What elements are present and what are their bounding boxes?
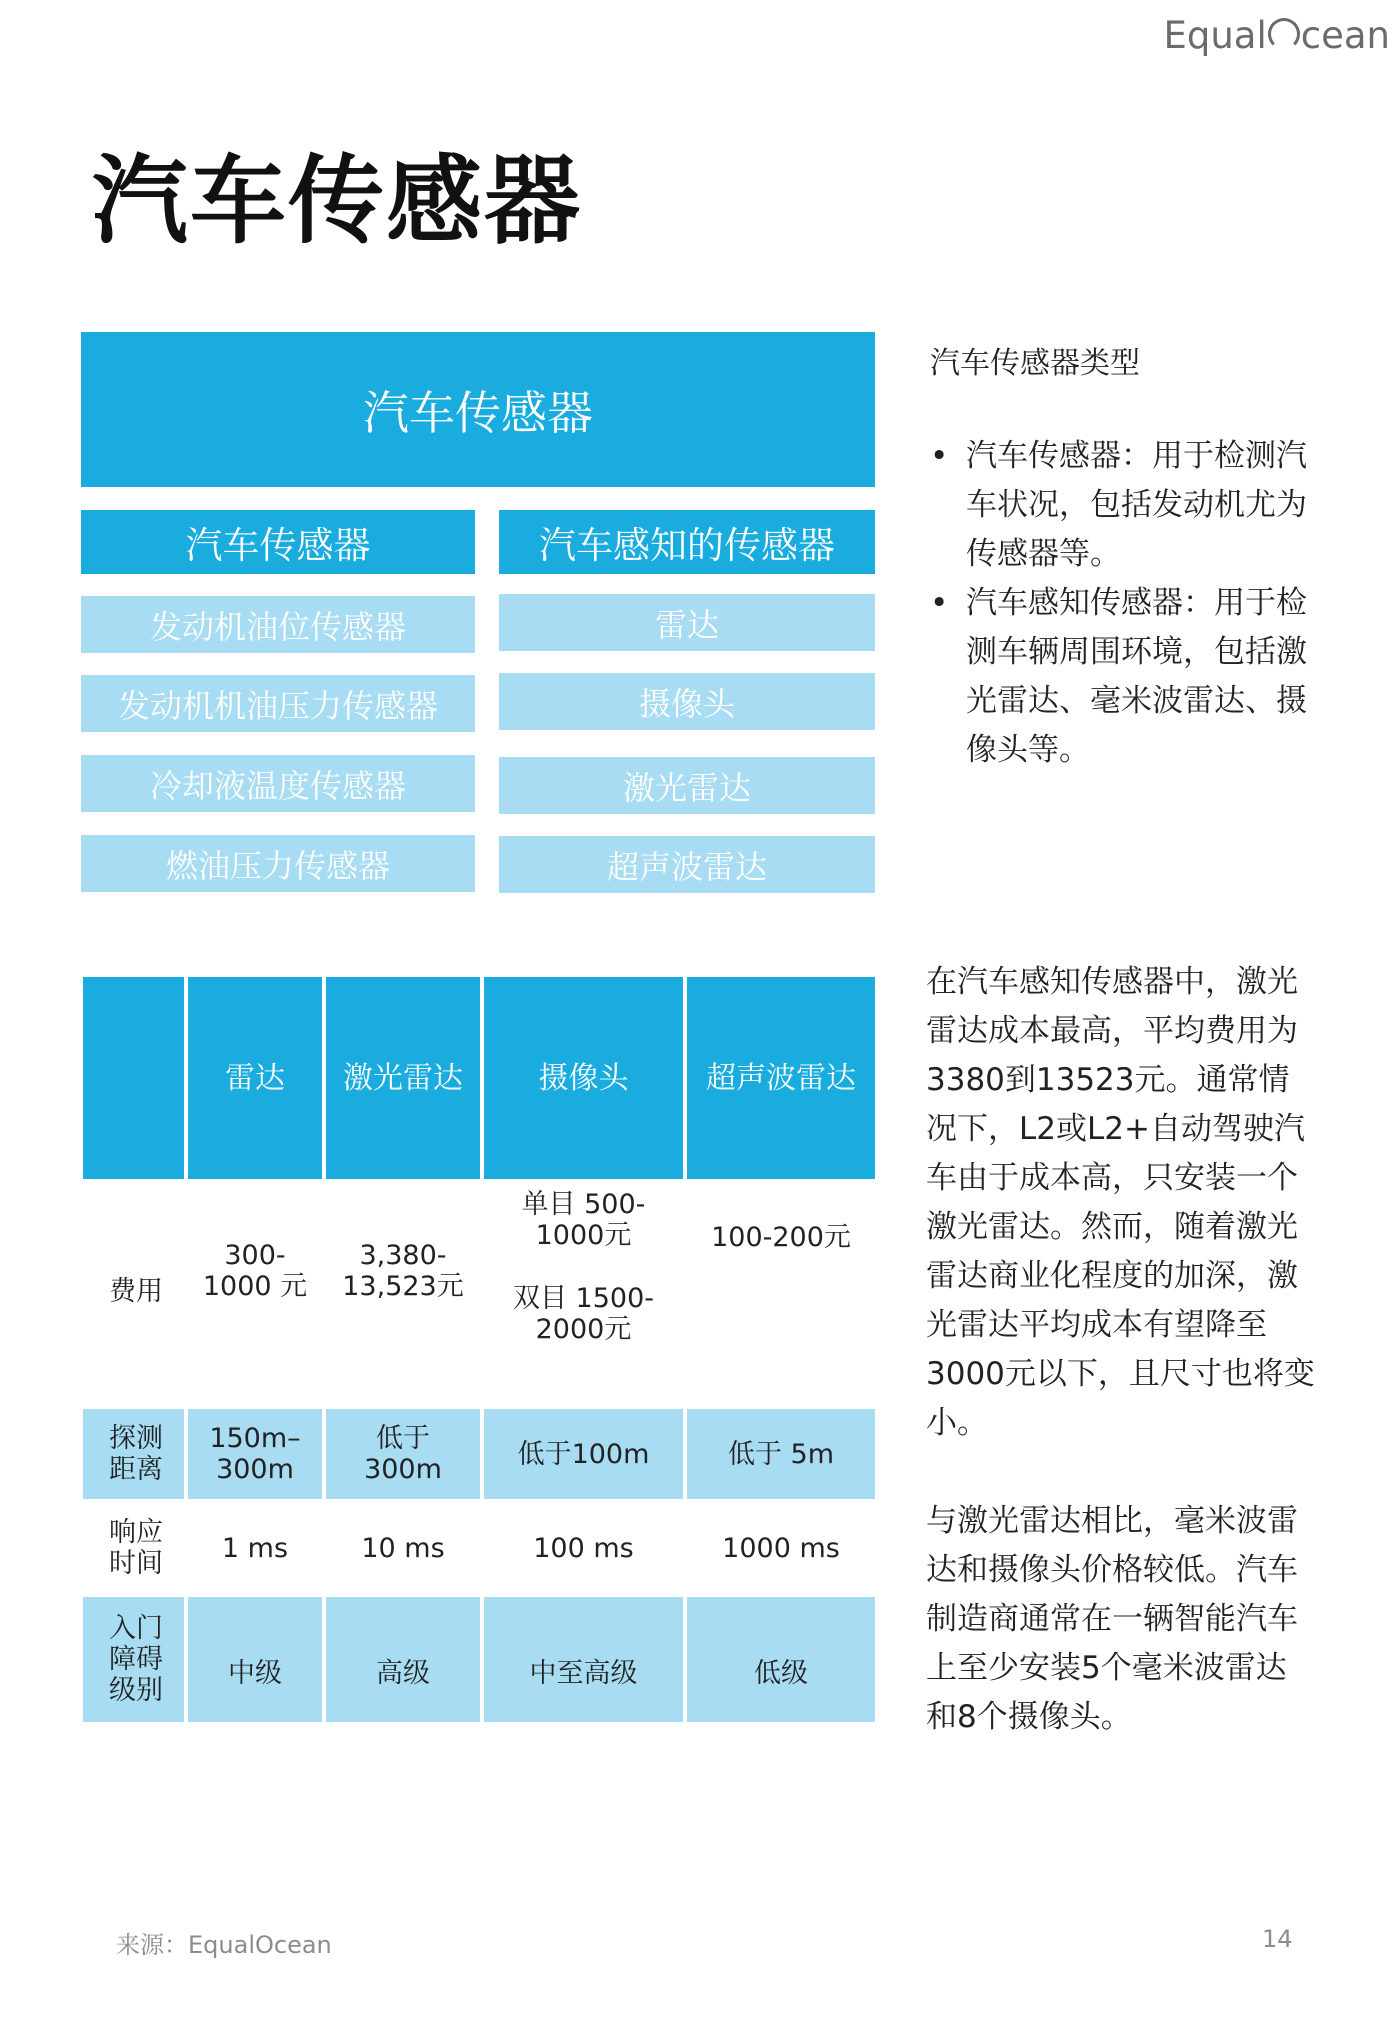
- table-row-label: 费用: [83, 1184, 184, 1349]
- body-paragraph: 与激光雷达相比，毫米波雷达和摄像头价格较低。汽车制造商通常在一辆智能汽车上至少安装5个毫米波雷达和8个摄像头。: [926, 1503, 1298, 1735]
- table-header-cell: 雷达: [188, 977, 322, 1179]
- right-column-title: 汽车感知的传感器: [499, 510, 875, 574]
- table-cell: 3,380- 13,523元: [326, 1184, 480, 1349]
- logo-text-2: cean: [1300, 14, 1390, 57]
- table-cell: 中至高级: [484, 1597, 683, 1722]
- left-item: 发动机机油压力传感器: [81, 675, 475, 732]
- left-item: 发动机油位传感器: [81, 596, 475, 653]
- table-cell: 1000 ms: [687, 1503, 875, 1593]
- right-item: 超声波雷达: [499, 836, 875, 893]
- table-header-cell: 激光雷达: [326, 977, 480, 1179]
- side-heading: 汽车传感器类型: [930, 346, 1140, 381]
- table-cell: 100-200元: [687, 1184, 875, 1349]
- table-row-label: 响应 时间: [83, 1503, 184, 1593]
- bullet-list: [930, 432, 1310, 775]
- camera-cost-stereo: 双目 1500- 2000元: [512, 1282, 655, 1345]
- right-item: 激光雷达: [499, 757, 875, 814]
- table-row-label: 探测 距离: [83, 1409, 184, 1499]
- brand-logo: [1163, 14, 1390, 57]
- table-cell: 10 ms: [326, 1503, 480, 1593]
- footer-source: 来源：EqualOcean: [116, 1931, 332, 1959]
- table-cell: 100 ms: [484, 1503, 683, 1593]
- bullet-item: • 汽车感知传感器：用于检测车辆周围环境，包括激光雷达、毫米波雷达、摄像头等。: [930, 579, 1310, 775]
- camera-cost-mono: 单目 500- 1000元: [521, 1188, 646, 1251]
- table-cell: 低级: [687, 1597, 875, 1722]
- bullet-item: • 汽车传感器：用于检测汽车状况，包括发动机尤为传感器等。: [930, 432, 1310, 579]
- right-item: 摄像头: [499, 673, 875, 730]
- table-cell: 中级: [188, 1597, 322, 1722]
- left-item: 燃油压力传感器: [81, 835, 475, 892]
- camera-cost-stack: [513, 1189, 654, 1345]
- right-item: 雷达: [499, 594, 875, 651]
- body-paragraph: 在汽车感知传感器中，激光雷达成本最高，平均费用为3380到13523元。通常情况下，L2或L2+自动驾驶汽车由于成本高，只安装一个激光雷达。然而，随着激光雷达商业化程度的加深，激光雷达平均成本有望降至3000元以下，且尺寸也将变小。: [926, 964, 1315, 1441]
- left-column-title: 汽车传感器: [81, 510, 475, 574]
- logo-text-1: Equal: [1163, 14, 1267, 57]
- table-cell: 低于 300m: [326, 1409, 480, 1499]
- table-cell: 300- 1000 元: [188, 1184, 322, 1349]
- table-header-cell: 摄像头: [484, 977, 683, 1179]
- table-row-label: 入门 障碍 级别: [83, 1597, 184, 1722]
- table-header-corner: [83, 977, 184, 1179]
- table-cell: 1 ms: [188, 1503, 322, 1593]
- logo-o-icon: [1268, 18, 1300, 50]
- table-header-cell: 超声波雷达: [687, 977, 875, 1179]
- table-cell: 高级: [326, 1597, 480, 1722]
- table-cell: [484, 1184, 683, 1349]
- left-item: 冷却液温度传感器: [81, 755, 475, 812]
- page-title: 汽车传感器: [92, 145, 582, 257]
- page-number: 14: [1262, 1925, 1293, 1953]
- table-cell: 150m– 300m: [188, 1409, 322, 1499]
- table-cell: 低于 5m: [687, 1409, 875, 1499]
- table-cell: 低于100m: [484, 1409, 683, 1499]
- diagram-banner: 汽车传感器: [81, 332, 875, 487]
